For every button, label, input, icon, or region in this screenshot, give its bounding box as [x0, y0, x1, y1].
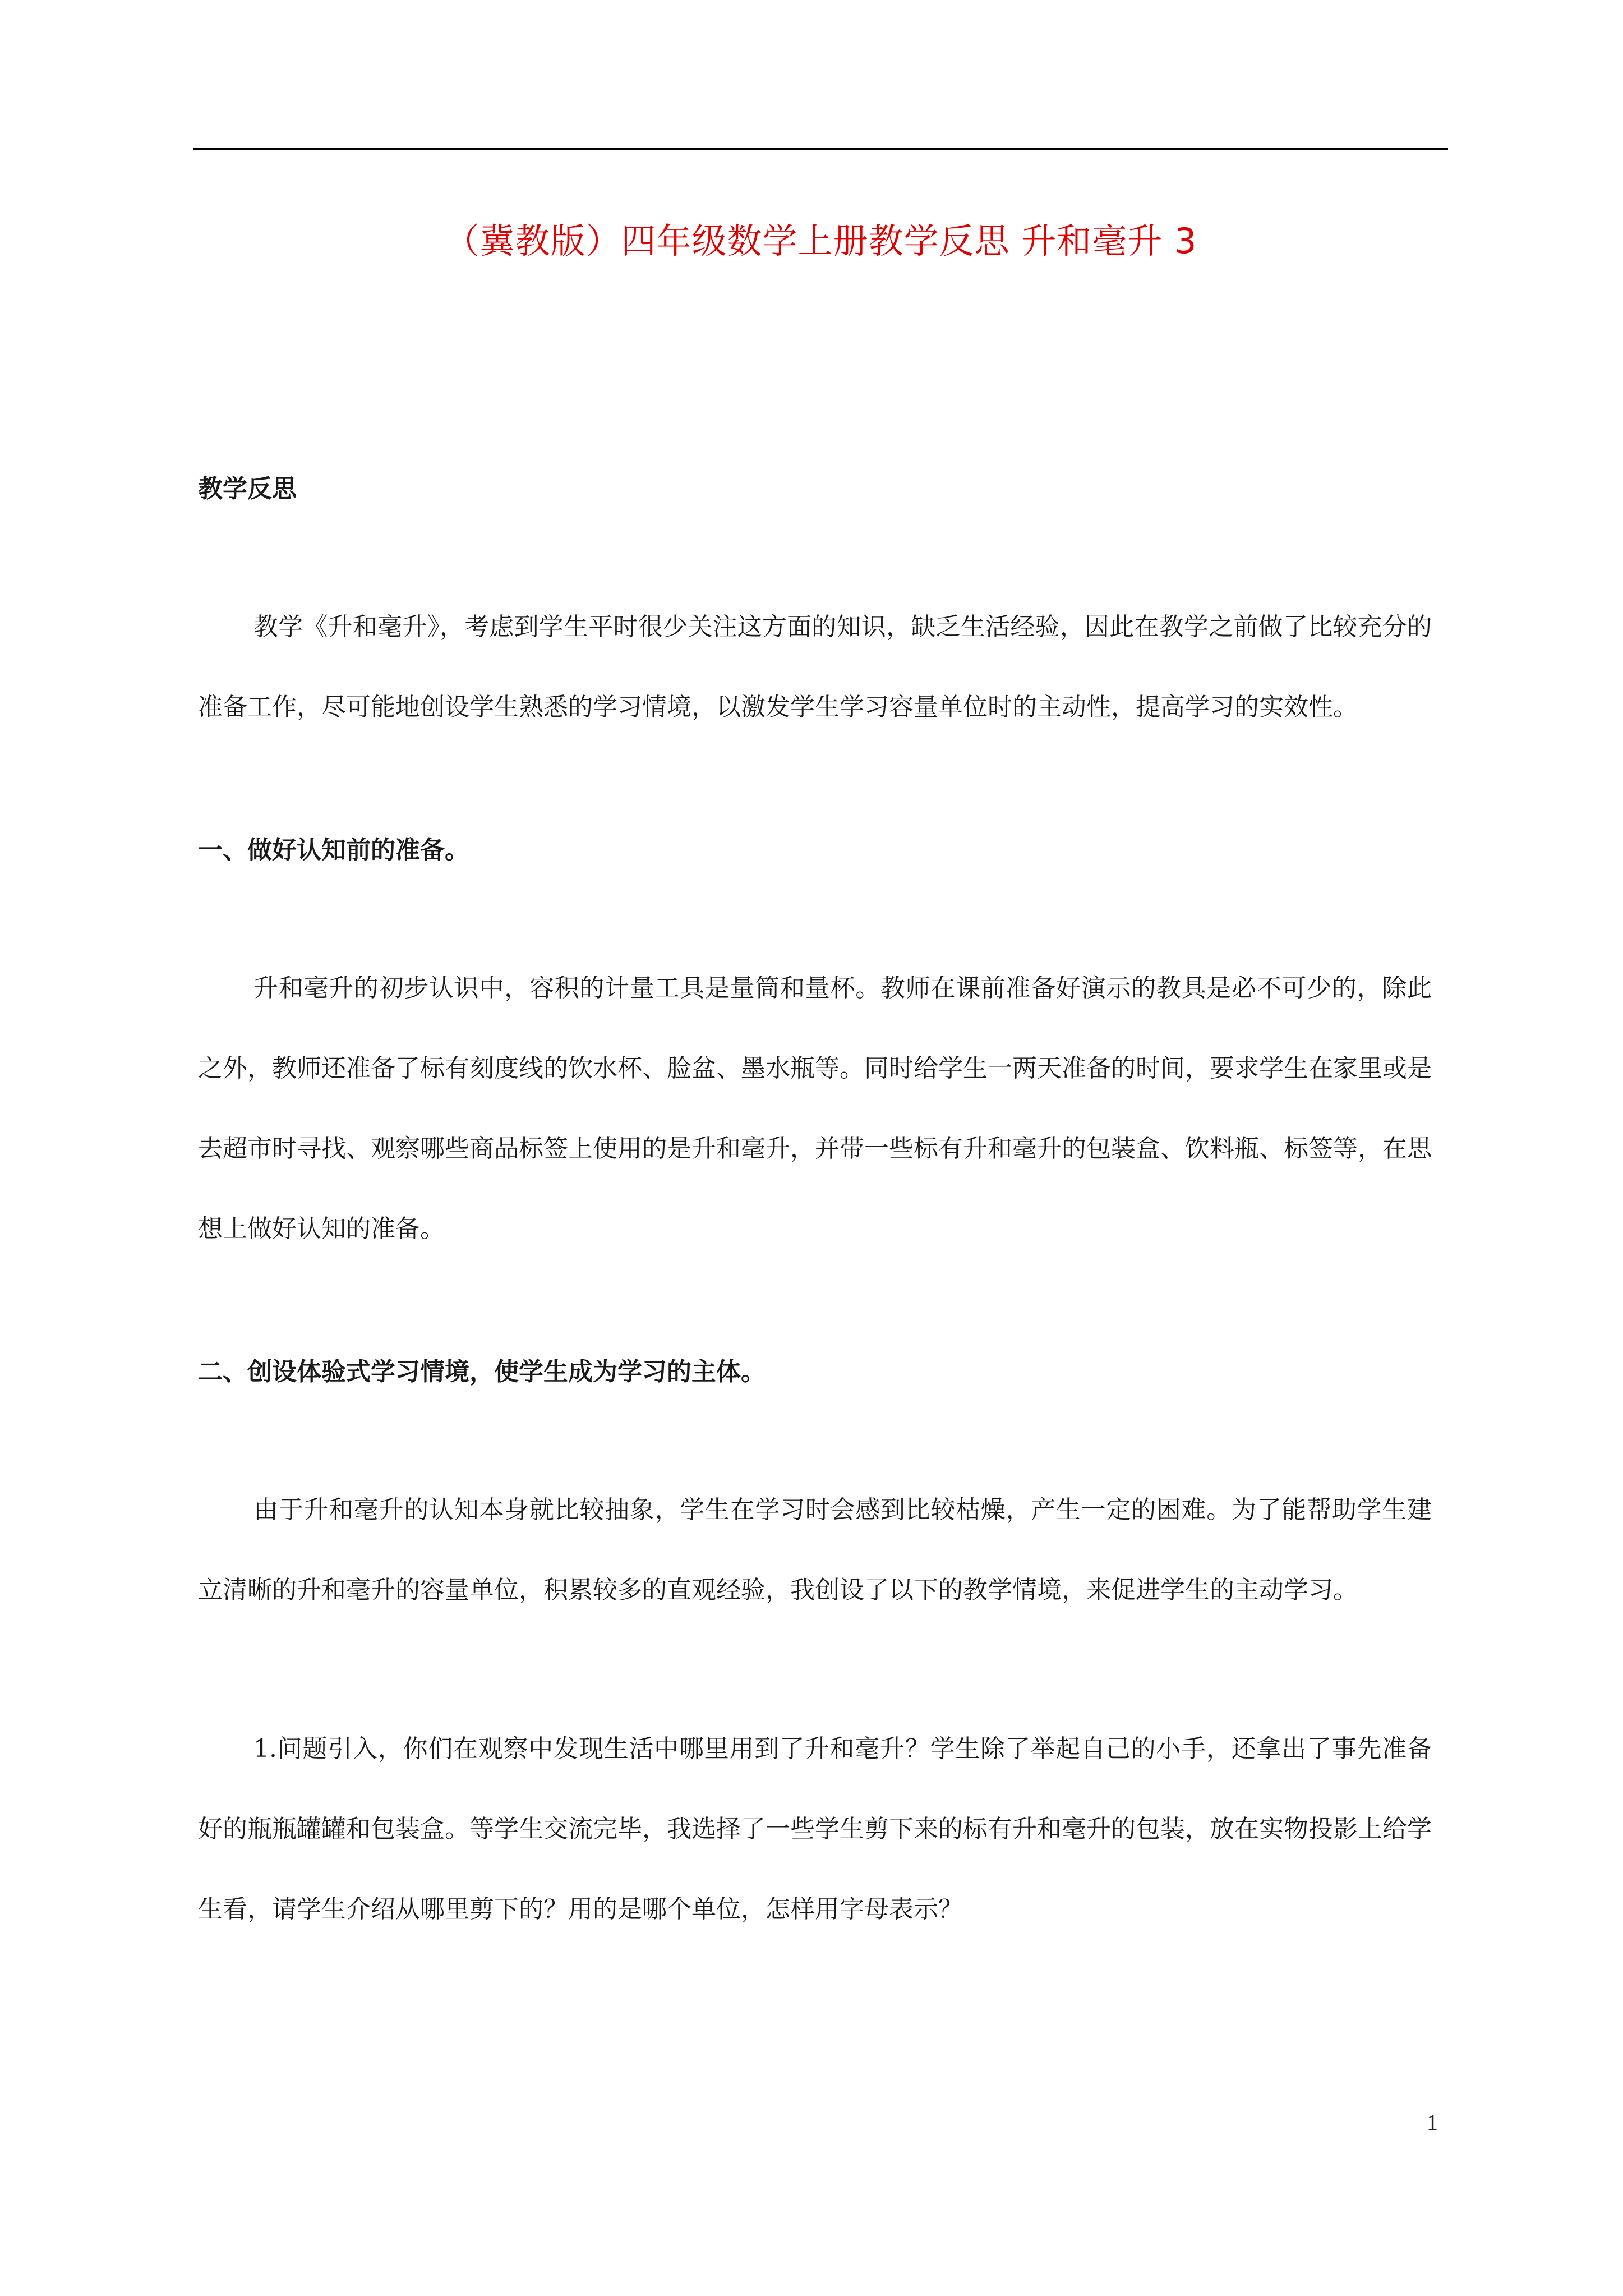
reflection-heading: 教学反思 [198, 475, 297, 503]
intro-paragraph: 教学《升和毫升》，考虑到学生平时很少关注这方面的知识，缺乏生活经验，因此在教学之前做了比较充分的准备工作，尽可能地创设学生熟悉的学习情境，以激发学生学习容量单位时的主动性，提高学习的实效性。 [198, 613, 1432, 721]
item-1-paragraph: 1.问题引入，你们在观察中发现生活中哪里用到了升和毫升？学生除了举起自己的小手，还拿出了事先准备好的瓶瓶罐罐和包装盒。等学生交流完毕，我选择了一些学生剪下来的标有升和毫升的包装，放在实物投影上给学生看，请学生介绍从哪里剪下的？用的是哪个单位，怎样用字母表示？ [198, 1734, 1432, 1924]
page-number: 1 [1427, 2110, 1438, 2135]
document-title: （冀教版）四年级数学上册教学反思 升和毫升 3 [444, 220, 1197, 261]
section-1-title: 一、做好认知前的准备。 [198, 836, 469, 864]
section-2-title: 二、创设体验式学习情境，使学生成为学习的主体。 [198, 1358, 766, 1386]
header-rule [193, 148, 1448, 150]
section-2-paragraph: 由于升和毫升的认知本身就比较抽象，学生在学习时会感到比较枯燥，产生一定的困难。为了能帮助学生建立清晰的升和毫升的容量单位，积累较多的直观经验，我创设了以下的教学情境，来促进学生的主动学习。 [198, 1496, 1432, 1604]
document-body [198, 464, 1432, 1949]
section-1-paragraph: 升和毫升的初步认识中，容积的计量工具是量筒和量杯。教师在课前准备好演示的教具是必不可少的，除此之外，教师还准备了标有刻度线的饮水杯、脸盆、墨水瓶等。同时给学生一两天准备的时间，要求学生在家里或是去超市时寻找、观察哪些商品标签上使用的是升和毫升，并带一些标有升和毫升的包装盒、饮料瓶、标签等，在思想上做好认知的准备。 [198, 974, 1432, 1243]
